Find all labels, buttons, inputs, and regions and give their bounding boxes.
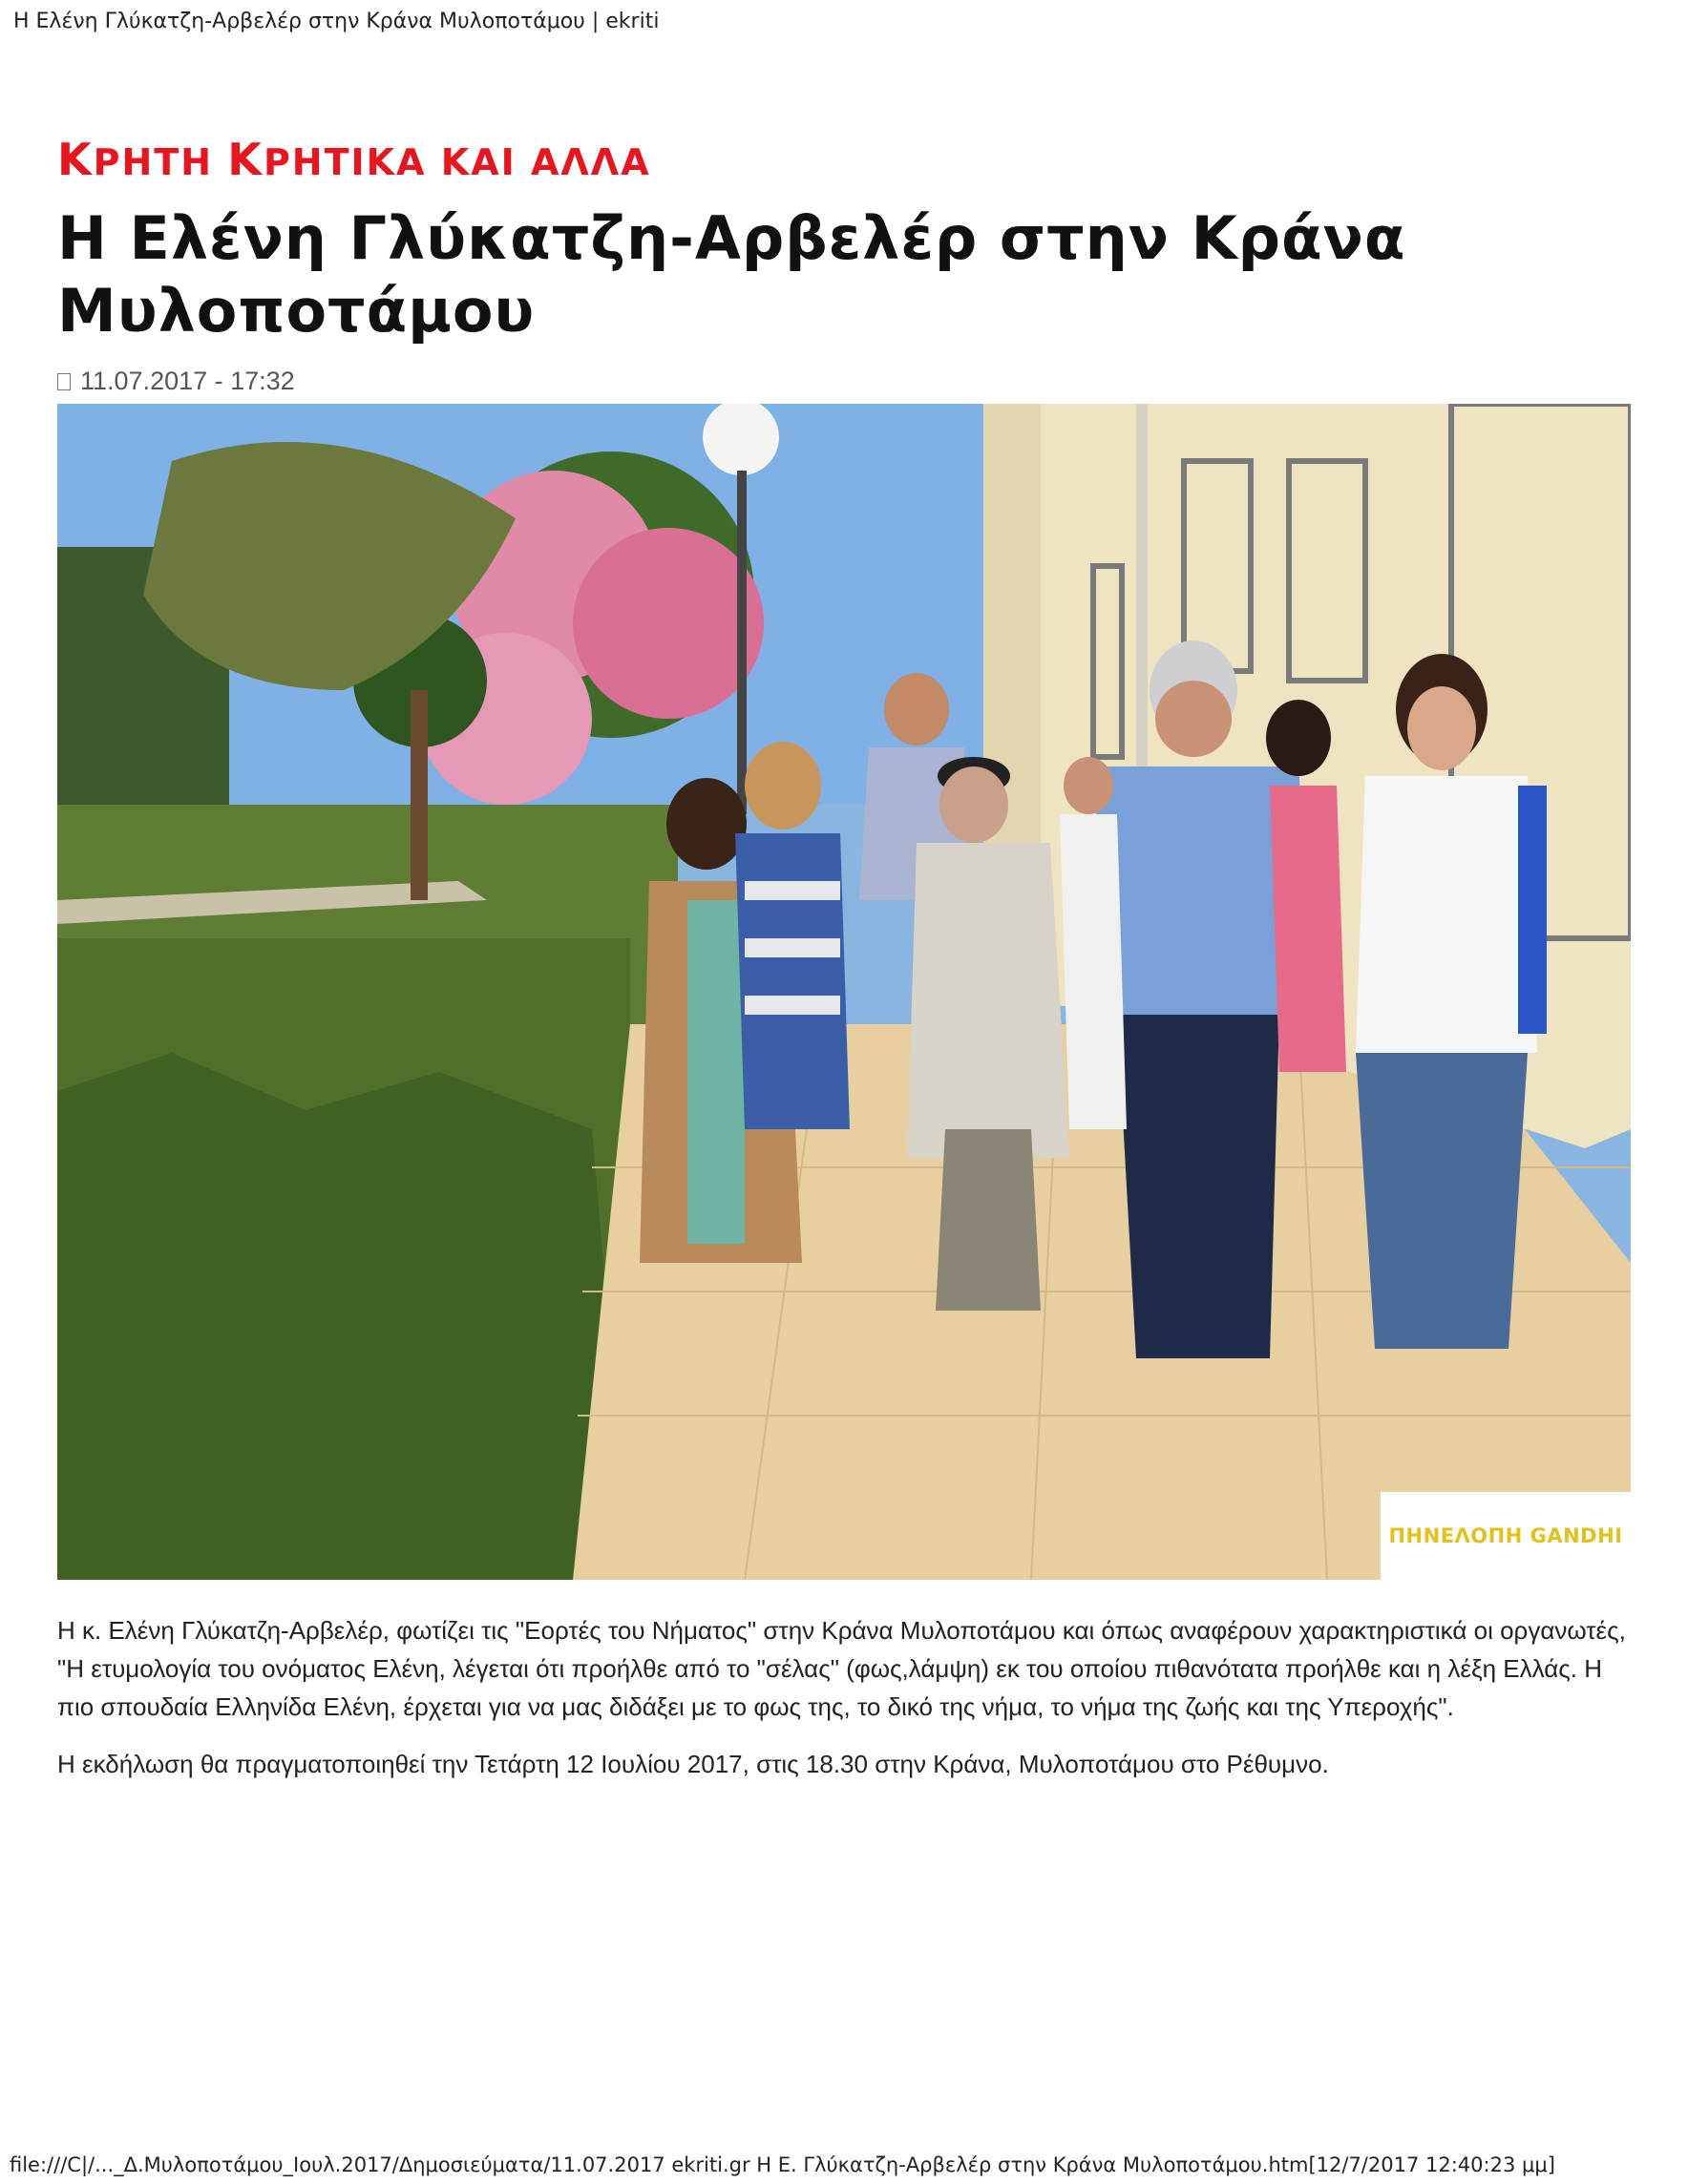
article-photo bbox=[57, 404, 1631, 1580]
print-footer-url: file:///C|/..._Δ.Μυλοποτάμου_Ιουλ.2017/Δημοσιεύματα/11.07.2017 ekriti.gr Η Ε. Γλύκατζη-Αρβελέρ στην Κράνα Μυλοποτάμου.htm[12/7/2017 12:40:23 μμ] bbox=[10, 2153, 1555, 2176]
article-paragraph: Η εκδήλωση θα πραγματοποιηθεί την Τετάρτη 12 Ιουλίου 2017, στις 18.30 στην Κράνα, Μυλοποτάμου στο Ρέθυμνο. bbox=[57, 1750, 1329, 1778]
article-title: Η Ελένη Γλύκατζη-Αρβελέρ στην Κράνα Μυλοποτάμου bbox=[57, 203, 1406, 346]
photo-credit-watermark: ΠΗΝΕΛΟΠΗ GANDHI bbox=[1381, 1492, 1631, 1580]
category-label[interactable] bbox=[57, 134, 651, 185]
article-date-row bbox=[57, 367, 295, 396]
category-word: ΚΑΙ bbox=[440, 141, 517, 183]
clock-icon bbox=[57, 373, 71, 390]
article-date: 11.07.2017 - 17:32 bbox=[80, 367, 295, 395]
category-word: ΚΡΗΤΙΚΑ bbox=[227, 134, 427, 185]
article-body bbox=[57, 1611, 1633, 1802]
category-word: ΚΡΗΤΗ bbox=[57, 134, 214, 185]
article-paragraph: Η κ. Ελένη Γλύκατζη-Αρβελέρ, φωτίζει τις "Εορτές του Νήματος" στην Κράνα Μυλοποτάμου και όπως αναφέρουν χαρακτηριστικά οι οργανωτές, "Η ετυμολογία του ονόματος Ελένη, λέγεται ότι προήλθε από το "σέλας" (φως,λάμψη) εκ του οποίου πιθανότατα προήλθε και η λέξη Ελλάς. Η πιο σπουδαία Ελληνίδα Ελένη, έρχεται για να μας διδάξει με το φως της, το δικό της νήμα, το νήμα της ζωής και της Υπεροχής". bbox=[57, 1616, 1626, 1721]
print-header: Η Ελένη Γλύκατζη-Αρβελέρ στην Κράνα Μυλοποτάμου | ekriti bbox=[13, 10, 660, 33]
category-word: ΑΛΛΑ bbox=[530, 141, 651, 183]
